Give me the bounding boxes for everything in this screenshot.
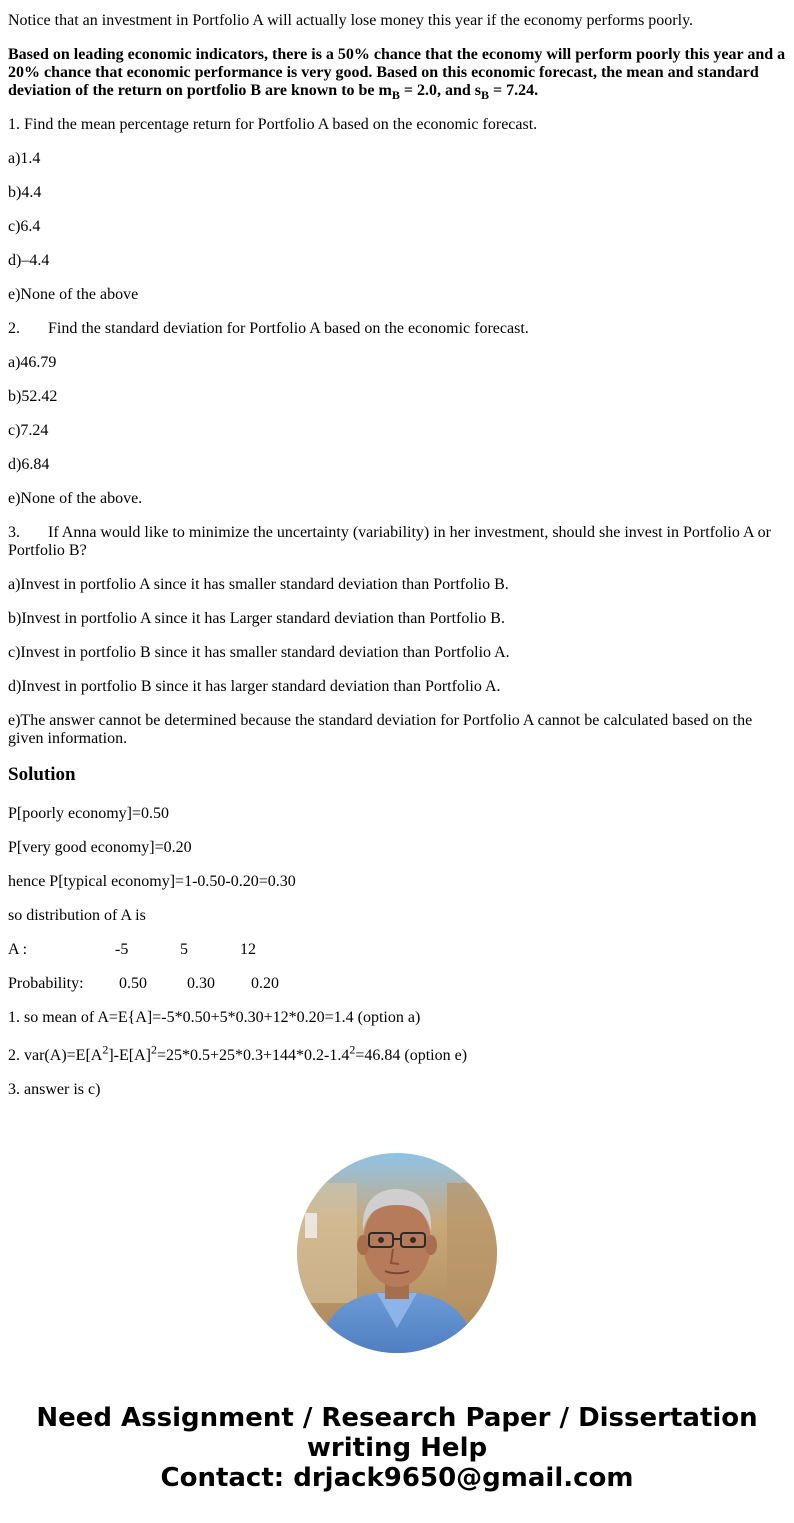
q1-option-e: e)None of the above: [8, 286, 139, 303]
document-content: [8, 12, 788, 1115]
dist-label: A :: [8, 941, 28, 958]
footer-line: Need Assignment / Research Paper / Dissertation: [36, 1403, 758, 1433]
var-text: =25*0.5+25*0.3+144*0.2-1.4: [156, 1047, 350, 1064]
q3-option-b: b)Invest in portfolio A since it has Larger standard deviation than Portfolio B.: [8, 610, 505, 627]
var-text: =46.84 (option e): [355, 1047, 468, 1064]
q2-number: 2.: [8, 320, 20, 337]
avatar-portrait-icon: [297, 1153, 497, 1353]
subscript-b: B: [391, 88, 400, 103]
q3-option-e: e)The answer cannot be determined because the standard deviation for Portfolio A cannot be calculated based on the given information.: [8, 712, 753, 747]
question-1: 1. Find the mean percentage return for Portfolio A based on the economic forecast.: [8, 116, 538, 133]
solution-line: hence P[typical economy]=1-0.50-0.20=0.30: [8, 873, 296, 890]
q2-option-b: b)52.42: [8, 388, 58, 405]
q3-option-a: a)Invest in portfolio A since it has smaller standard deviation than Portfolio B.: [8, 576, 509, 593]
q2-text: Find the standard deviation for Portfolio A based on the economic forecast.: [48, 320, 529, 337]
q2-option-a: a)46.79: [8, 354, 57, 371]
solution-heading: Solution: [8, 764, 76, 785]
forecast-paragraph: [8, 46, 788, 103]
q3-number: 3.: [8, 524, 20, 541]
dist-prob: 0.30: [187, 975, 215, 992]
notice-paragraph: Notice that an investment in Portfolio A will actually lose money this year if the economy performs poorly.: [8, 12, 694, 29]
var-text: ]-E[A]: [108, 1047, 151, 1064]
q1-option-a: a)1.4: [8, 150, 41, 167]
q2-option-c: c)7.24: [8, 422, 49, 439]
q2-option-e: e)None of the above.: [8, 490, 143, 507]
dist-label: Probability:: [8, 975, 84, 992]
dist-prob: 0.50: [119, 975, 147, 992]
dist-value: 5: [180, 941, 188, 958]
solution-line: P[very good economy]=0.20: [8, 839, 192, 856]
q1-option-c: c)6.4: [8, 218, 41, 235]
distribution-values-row: [8, 941, 788, 959]
dist-prob: 0.20: [251, 975, 279, 992]
footer-contact-email: Contact: drjack9650@gmail.com: [160, 1463, 634, 1493]
distribution-probability-row: [8, 975, 788, 993]
superscript-2: 2: [349, 1042, 356, 1057]
footer-contact-banner: [0, 1403, 794, 1493]
q3-option-c: c)Invest in portfolio B since it has smaller standard deviation than Portfolio A.: [8, 644, 510, 661]
q3-option-d: d)Invest in portfolio B since it has larger standard deviation than Portfolio A.: [8, 678, 501, 695]
superscript-2: 2: [150, 1042, 157, 1057]
footer-line: writing Help: [306, 1433, 488, 1463]
solution-line: so distribution of A is: [8, 907, 146, 924]
author-avatar: [297, 1153, 497, 1353]
forecast-text-mid: = 2.0, and s: [399, 82, 482, 99]
q1-option-d: d)–4.4: [8, 252, 50, 269]
dist-value: 12: [240, 941, 256, 958]
superscript-2: 2: [102, 1042, 109, 1057]
solution-line: P[poorly economy]=0.50: [8, 805, 169, 822]
forecast-text-start: Based on leading economic indicators, there is a 50% chance that the economy will perform poorly this year and a 20% chance that economic performance is very good. Based on this economic forecast, the mean and standard deviation of the return on portfolio B are known to be m: [8, 46, 786, 99]
var-text: 2. var(A)=E[A: [8, 1047, 103, 1064]
q3-text: If Anna would like to minimize the uncertainty (variability) in her investment, should she invest in Portfolio A or Portfolio B?: [8, 524, 771, 559]
subscript-b: B: [481, 88, 490, 103]
dist-value: -5: [115, 941, 129, 958]
q1-option-b: b)4.4: [8, 184, 42, 201]
mean-line: 1. so mean of A=E{A]=-5*0.50+5*0.30+12*0.20=1.4 (option a): [8, 1009, 421, 1026]
question-3: [8, 524, 788, 560]
question-2: [8, 320, 788, 338]
forecast-text-end: = 7.24.: [489, 82, 539, 99]
answer-3-line: 3. answer is c): [8, 1081, 101, 1098]
q2-option-d: d)6.84: [8, 456, 50, 473]
variance-line: [8, 1042, 788, 1065]
